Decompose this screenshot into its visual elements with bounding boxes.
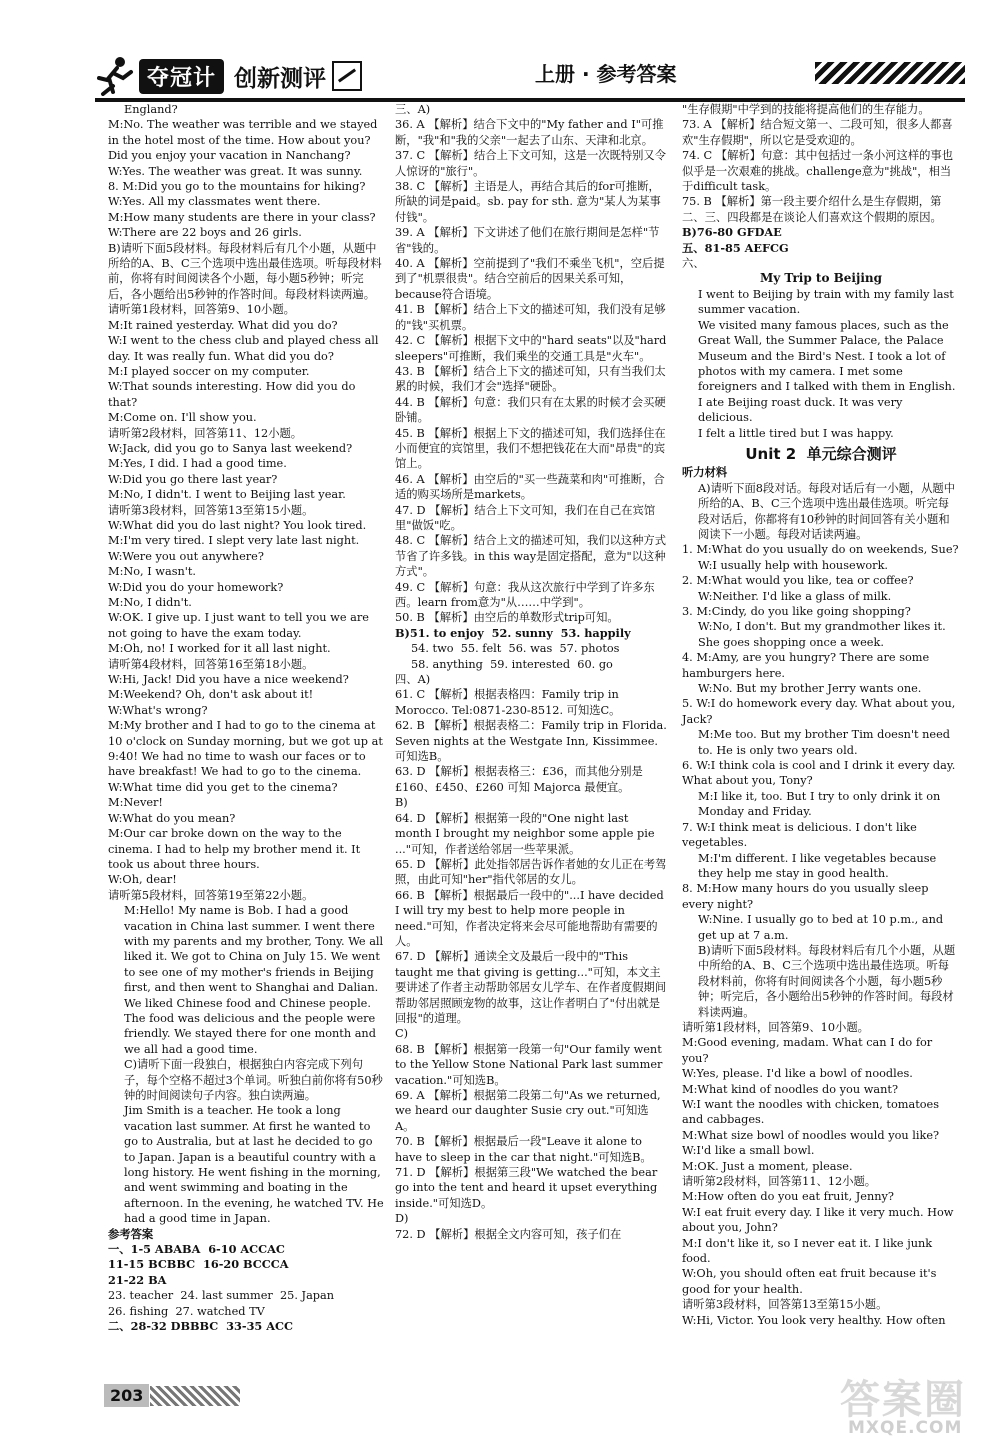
text-line: W:What do you mean? xyxy=(108,811,236,825)
text-line: M:I'm different. I like vegetables because they help me stay in good health. xyxy=(698,851,940,880)
text-line: M:Never! xyxy=(108,796,163,810)
text-line: M:What size bowl of noodles would you like? xyxy=(682,1128,940,1142)
text-line: 请听第1段材料，回答第9、10小题。 xyxy=(682,1020,869,1034)
text-line: W:Yes. All my classmates went there. xyxy=(108,195,321,209)
text-line: 听力材料 xyxy=(682,465,728,480)
text-line: M:How often do you eat fruit, Jenny? xyxy=(682,1190,894,1204)
column-right xyxy=(682,102,960,1328)
text-line: 47. D 【解析】结合上下文可知，我们在自己在宾馆里"做饭"吃。 xyxy=(395,503,656,532)
text-line: C)请听下面一段独白，根据独白内容完成下列句子，每个空格不超过3个单词。听独白前你将有50秒钟的时间阅读句子内容。独白读两遍。 xyxy=(124,1058,383,1102)
text-line: 请听第2段材料，回答第11、12小题。 xyxy=(682,1175,877,1189)
text-line: B)51. to enjoy 52. sunny 53. happily xyxy=(395,625,631,640)
text-line: 61. C 【解析】根据表格四：Family trip in Morocco. Tel:0871-230-8512. 可知选C。 xyxy=(395,688,623,717)
text-line: 65. D 【解析】此处指邻居告诉作者她的女儿正在考驾照，由此可知"her"指代邻居的女儿。 xyxy=(395,857,667,887)
text-line: 请听第2段材料，回答第11、12小题。 xyxy=(108,426,303,440)
text-line: 1. M:What do you usually do on weekends, Sue? xyxy=(682,543,959,557)
text-line: W:Hi, Victor. You look very healthy. How often xyxy=(682,1313,946,1327)
text-line: W:I eat fruit every day. I like it very much. How about you, John? xyxy=(682,1205,958,1235)
text-line: 21-22 BA xyxy=(108,1272,167,1287)
text-line: 3. M:Cindy, do you like going shopping? xyxy=(682,605,911,618)
text-line: M:Weekend? Oh, don't ask about it! xyxy=(108,688,314,702)
text-line: 参考答案 xyxy=(108,1226,154,1241)
text-line: 38. C 【解析】主语是人，再结合其后的for可推断，所缺的词是paid。sb. pay for sth. 意为"某人为某事付钱"。 xyxy=(395,180,661,224)
text-line: I went to Beijing by train with my family last summer vacation. xyxy=(698,287,958,317)
header-stripes-decoration xyxy=(815,62,965,84)
text-line: 44. B 【解析】句意：我们只有在太累的时候才会买硬卧铺。 xyxy=(395,395,666,425)
text-line: 26. fishing 27. watched TV xyxy=(108,1304,265,1318)
text-line: B)76-80 GFDAE xyxy=(682,225,782,240)
text-line: 48. C 【解析】结合上文的描述可知，我们以这种方式节省了许多钱。in this way是固定搭配，意为"以这种方式"。 xyxy=(395,534,667,579)
text-line: England? xyxy=(124,103,178,116)
text-line: 64. D 【解析】根据第一段的"One night last month I brought my neighbor some apple pie ..."可知，作者送给邻居一些苹果派。 xyxy=(395,811,659,856)
brand-title: 夺冠计 xyxy=(139,59,224,94)
text-line: We visited many famous places, such as the Great Wall, the Summer Palace, the Palace Museum and the Bird's Nest. I took a lot of photos with my camera. I met some foreigners and I talked with them in English. I ate Beijing roast duck. It was very delicious. xyxy=(698,318,960,425)
text-line: M:Come on. I'll show you. xyxy=(108,411,257,425)
text-line: W:That sounds interesting. How did you do that? xyxy=(108,380,359,409)
text-line: M:I'm very tired. I slept very late last night. xyxy=(108,534,360,548)
text-line: W:I want the noodles with chicken, tomatoes and cabbages. xyxy=(682,1098,943,1127)
text-line: 74. C 【解析】句意：其中包括过一条小河这样的事也似乎是一次艰难的挑战。challenge意为"挑战"，相当于difficult task。 xyxy=(682,149,954,194)
text-line: C) xyxy=(395,1027,409,1041)
text-line: M:No, I wasn't. xyxy=(108,565,197,579)
text-line: W:No. But my brother Jerry wants one. xyxy=(698,682,922,696)
text-line: 49. C 【解析】句意：我从这次旅行中学到了许多东西。learn from意为"从……中学到"。 xyxy=(395,580,655,609)
text-line: 72. D 【解析】根据全文内容可知，孩子们在 xyxy=(395,1227,622,1241)
text-line: M:I played soccer on my computer. xyxy=(108,364,310,378)
text-line: 43. B 【解析】结合上下文的描述可知，只有当我们太累的时候，我们才会"选择"硬卧。 xyxy=(395,364,666,394)
text-line: M:Our car broke down on the way to the cinema. I had to help my brother mend it. It took us about three hours. xyxy=(108,827,364,871)
text-line: 三、A) xyxy=(395,103,431,116)
text-line: W:Yes, please. I'd like a bowl of noodles. xyxy=(682,1067,913,1081)
text-line: 11-15 BCBBC 16-20 BCCCA xyxy=(108,1257,289,1272)
text-line: W:What did you do last night? You look tired. xyxy=(108,518,367,532)
text-line: 5. W:I do homework every day. What about you, Jack? xyxy=(682,697,959,726)
text-line: W:Did you go there last year? xyxy=(108,472,278,486)
text-line: M:No. The weather was terrible and we stayed in the hotel most of the time. How about you? Did you enjoy your vacation in Nanchang? xyxy=(108,118,382,163)
text-line: W:What's wrong? xyxy=(108,703,208,717)
text-line: B) xyxy=(395,796,408,810)
text-line: M:How many students are there in your class? xyxy=(108,210,376,224)
text-line: M:Me too. But my brother Tim doesn't need to. He is only two years old. xyxy=(698,728,954,757)
text-line: 请听第3段材料，回答第13至第15小题。 xyxy=(108,503,314,517)
text-line: M:I don't like it, so I never eat it. I like junk food. xyxy=(682,1236,936,1266)
watermark-url: MXQE.COM xyxy=(848,1418,963,1438)
text-line: 50. B 【解析】由空后的单数形式trip可知。 xyxy=(395,611,619,625)
text-line: W:Nine. I usually go to bed at 10 p.m., and get up at 7 a.m. xyxy=(698,913,947,942)
text-line: 71. D 【解析】根据第三段"We watched the bear go into the tent and heard it upset everything inside."可知选D。 xyxy=(395,1166,661,1210)
runner-logo-icon xyxy=(95,56,137,96)
brand-check-icon xyxy=(332,61,362,91)
text-line: M:No, I didn't. I went to Beijing last year. xyxy=(108,488,346,502)
text-line: W:I went to the chess club and played chess all day. It was really fun. What did you do? xyxy=(108,334,383,363)
text-line: M:My brother and I had to go to the cinema at 10 o'clock on Sunday morning, but we got up at 9:40! We had no time to wash our faces or to have breakfast! We had to go to the cinema. xyxy=(108,719,387,779)
text-line: M:What kind of noodles do you want? xyxy=(682,1082,899,1096)
text-line: M:Good evening, madam. What can I do for you? xyxy=(682,1036,936,1065)
brand-subtitle: 创新测评 xyxy=(234,65,327,92)
column-left xyxy=(108,102,388,1335)
text-line: 46. A 【解析】由空后的"买一些蔬菜和肉"可推断，合适的购买场所是markets。 xyxy=(395,472,665,502)
text-line: 四、A) xyxy=(395,673,431,687)
text-line: 67. D 【解析】通读全文及最后一段中的"This taught me that giving is getting..."可知，本文主要讲述了作者主动帮助邻居女儿学车、在作者度假期间帮助邻居照顾宠物的故事，这让作者明白了"付出就是回报"的道理。 xyxy=(395,950,667,1025)
text-line: A)请听下面8段对话。每段对话后有一小题，从题中所给的A、B、C三个选项中选出最佳选项。听完每段对话后，你都将有10秒钟的时间回答有关小题和阅读下一小题。每段对话读两遍。 xyxy=(698,481,955,541)
text-line: 五、81-85 AEFCG xyxy=(682,240,789,255)
text-line: W:Jack, did you go to Sanya last weekend? xyxy=(108,441,353,455)
text-line: 62. B 【解析】根据表格二：Family trip in Florida. Seven nights at the Westgate Inn, Kissimmee. 可知选B。 xyxy=(395,719,671,764)
text-line: W:Oh, dear! xyxy=(108,873,177,887)
text-line: M:No, I didn't. xyxy=(108,596,192,609)
text-line: 58. anything 59. interested 60. go xyxy=(411,657,613,671)
text-line: 75. B 【解析】第一段主要介绍什么是生存假期，第二、三、四段都是在谈论人们喜欢这个假期的原因。 xyxy=(682,195,942,224)
text-line: 请听第4段材料，回答第16至第18小题。 xyxy=(108,657,314,671)
text-line: W:Did you do your homework? xyxy=(108,580,284,594)
text-line: W:Hi, Jack! Did you have a nice weekend? xyxy=(108,673,349,687)
text-line: My Trip to Beijing xyxy=(759,271,882,286)
text-line: W:There are 22 boys and 26 girls. xyxy=(108,226,302,240)
text-line: B)请听下面5段材料。每段材料后有几个小题，从题中所给的A、B、C三个选项中选出最佳选项。听每段材料前，你将有时间阅读各个小题，每小题5秒钟；听完后，各小题给出5秒钟的作答时间。每段材料读两遍。 xyxy=(108,241,382,301)
text-line: 37. C 【解析】结合上下文可知，这是一次既特别又令人惊讶的"旅行"。 xyxy=(395,149,667,178)
page-header xyxy=(95,52,965,102)
text-line: 8. M:Did you go to the mountains for hiking? xyxy=(108,180,366,194)
text-line: D) xyxy=(395,1212,409,1226)
text-line: 2. M:What would you like, tea or coffee? xyxy=(682,574,914,588)
text-line: 一、1-5 ABABA 6-10 ACCAC xyxy=(108,1242,285,1257)
text-line: M:Yes, I did. I had a good time. xyxy=(108,457,287,471)
text-line: 7. W:I think meat is delicious. I don't like vegetables. xyxy=(682,820,921,850)
text-line: 6. W:I think cola is cool and I drink it every day. What about you, Tony? xyxy=(682,759,959,788)
page-number: 203 xyxy=(104,1384,149,1407)
text-line: 63. D 【解析】根据表格三：£36，而其他分别是£160、£450、£260 可知 Majorca 最便宜。 xyxy=(395,765,643,794)
text-line: "生存假期"中学到的技能将提高他们的生存能力。 xyxy=(682,103,930,116)
text-line: W:I usually help with housework. xyxy=(698,558,889,572)
text-line: W:What time did you get to the cinema? xyxy=(108,780,338,794)
text-line: 69. A 【解析】根据第二段第二句"As we returned, we heard our daughter Susie cry out."可知选A。 xyxy=(395,1089,665,1133)
text-line: M:I like it, too. But I try to only drink it on Monday and Friday. xyxy=(698,789,944,819)
text-line: 41. B 【解析】结合上下文的描述可知，我们没有足够的"钱"买机票。 xyxy=(395,303,666,332)
text-line: W:Neither. I'd like a glass of milk. xyxy=(698,589,892,603)
text-line: W:I'd like a small bowl. xyxy=(682,1144,815,1158)
text-line: M:OK. Just a moment, please. xyxy=(682,1159,853,1173)
text-line: 36. A 【解析】结合下文中的"My father and I"可推断，"我"和"我的父亲"一起去了山东、天津和北京。 xyxy=(395,118,664,147)
text-line: 54. two 55. felt 56. was 57. photos xyxy=(411,642,620,656)
text-line: 请听第3段材料，回答第13至第15小题。 xyxy=(682,1298,888,1312)
text-line: M:It rained yesterday. What did you do? xyxy=(108,318,338,332)
text-line: Jim Smith is a teacher. He took a long vacation last summer. At first he wanted to go to Australia, but at last he decided to go to Japan. Japan is a beautiful country with a long history. He went fishing in the morning, and went swimming and boating in the afternoon. In the evening, he watched TV. He had a good time in Japan. xyxy=(124,1104,388,1226)
text-line: B)请听下面5段材料。每段材料后有几个小题，从题中所给的A、B、C三个选项中选出最佳选项。听每段材料前，你将有时间阅读各个小题，每小题5秒钟；听完后，各小题给出5秒钟的作答时间。每段材料读两遍。 xyxy=(698,943,956,1019)
text-line: 70. B 【解析】根据最后一段"Leave it alone to have to sleep in the car that night."可知选B。 xyxy=(395,1135,652,1164)
text-line: W:No, I don't. But my grandmother likes it. She goes shopping once a week. xyxy=(698,620,950,649)
text-line: 42. C 【解析】根据下文中的"hard seats"以及"hard sleepers"可推断，我们乘坐的交通工具是"火车"。 xyxy=(395,334,670,363)
text-line: 4. M:Amy, are you hungry? There are some hamburgers here. xyxy=(682,651,933,680)
text-line: W:Were you out anywhere? xyxy=(108,549,264,563)
text-line: 73. A 【解析】结合短文第一、二段可知，很多人都喜欢"生存假期"，所以它是受欢迎的。 xyxy=(682,118,953,147)
text-line: 请听第1段材料，回答第9、10小题。 xyxy=(108,303,295,317)
text-line: W:OK. I give up. I just want to tell you we are not going to have the exam today. xyxy=(108,611,373,640)
text-line: 23. teacher 24. last summer 25. Japan xyxy=(108,1289,335,1303)
text-line: 8. M:How many hours do you usually sleep every night? xyxy=(682,882,933,911)
page-number-stripe-decoration xyxy=(150,1386,240,1406)
text-line: M:Oh, no! I worked for it all last night. xyxy=(108,642,331,656)
text-line: 二、28-32 DBBBC 33-35 ACC xyxy=(108,1319,293,1334)
text-line: W:Oh, you should often eat fruit because it's good for your health. xyxy=(682,1267,940,1296)
text-line: 66. B 【解析】根据最后一段中的"...I have decided I will try my best to help more people in need."可知，作者决定将来会尽可能地帮助有需要的人。 xyxy=(395,888,668,948)
text-line: I felt a little tired but I was happy. xyxy=(698,426,894,440)
text-line: 68. B 【解析】根据第一段第一句"Our family went to the Yellow Stone National Park last summer vacation."可知选B。 xyxy=(395,1042,667,1087)
text-line: W:Yes. The weather was great. It was sunny. xyxy=(108,164,363,178)
brand xyxy=(95,56,362,96)
column-middle xyxy=(395,102,671,1242)
text-line: 40. A 【解析】空前提到了"我们不乘坐飞机"，空后提到了"机票很贵"。结合空前后的因果关系可知，because符合语境。 xyxy=(395,257,665,301)
watermark-text: 答案圈 xyxy=(840,1377,966,1423)
text-line: Unit 2 单元综合测评 xyxy=(745,444,897,463)
text-line: M:Hello! My name is Bob. I had a good vacation in China last summer. I went there with my parents and my brother, Tony. We all liked it. We got to China on July 15. We went to see one of my mother's friends in Beijing first, and then went to Shanghai and Dalian. We liked Chinese food and Chinese people. The food was delicious and the people were friendly. We stayed there for one month and we all had a good time. xyxy=(124,904,387,1056)
watermark-logo xyxy=(840,1368,985,1440)
text-line: 请听第5段材料，回答第19至第22小题。 xyxy=(108,888,314,902)
header-title: 上册 · 参考答案 xyxy=(535,62,677,86)
text-line: 45. B 【解析】根据上下文的描述可知，我们选择住在小而便宜的宾馆里，我们不想把钱花在大而"昂贵"的宾馆上。 xyxy=(395,426,666,471)
text-line: 六、 xyxy=(682,257,705,271)
text-line: 39. A 【解析】下文讲述了他们在旅行期间是怎样"节省"钱的。 xyxy=(395,226,660,255)
